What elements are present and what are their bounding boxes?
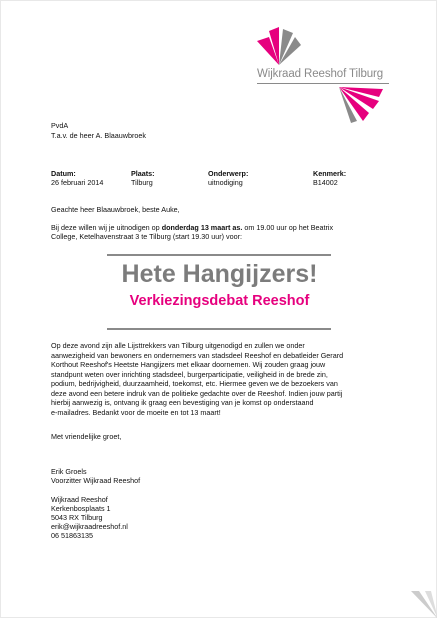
- pinwheel-logo-lower-icon: [339, 87, 383, 123]
- corner-logo-icon: [399, 591, 437, 619]
- body-line: Korthout Reeshof's Heetste Hangijzers met elkaar doornemen. Wij zouden graag jouw: [51, 360, 326, 369]
- recipient-line-2: T.a.v. de heer A. Blaauwbroek: [51, 131, 146, 140]
- intro-line-2: College, Ketelhavenstraat 3 te Tilburg (start 19.30 uur) voor:: [51, 232, 242, 241]
- signature-name: Erik Groels: [51, 467, 87, 476]
- intro-date: donderdag 13 maart as.: [161, 223, 243, 232]
- body-line: hierbij aanwezig is, ontvang ik graag een bevestiging van je komst op onderstaand: [51, 398, 314, 407]
- intro-text-1: Bij deze willen wij je uitnodigen op: [51, 223, 162, 232]
- datum-value: 26 februari 2014: [51, 178, 104, 187]
- banner-top-rule: [107, 254, 331, 256]
- onderwerp-value: uitnodiging: [208, 178, 243, 187]
- plaats-value: Tilburg: [131, 178, 153, 187]
- closing: Met vriendelijke groet,: [51, 432, 122, 441]
- body-paragraph: [51, 341, 391, 417]
- kenmerk-value: B14002: [313, 178, 338, 187]
- body-line: Op deze avond zijn alle Lijsttrekkers van Tilburg uitgenodigd en zullen we onder: [51, 341, 305, 350]
- kenmerk-label: Kenmerk:: [313, 169, 347, 178]
- address-phone: 06 51863135: [51, 531, 93, 540]
- address-email: erik@wijkraadreeshof.nl: [51, 522, 128, 531]
- pinwheel-logo-icon: [257, 27, 301, 65]
- banner-subtitle: Verkiezingsdebat Reeshof: [129, 293, 310, 309]
- intro-text-2: om 19.00 uur op het Beatrix: [242, 223, 334, 232]
- address-city: 5043 RX Tilburg: [51, 513, 103, 522]
- address-org: Wijkraad Reeshof: [51, 495, 108, 504]
- banner-title: Hete Hangijzers!: [121, 260, 318, 288]
- recipient-line-1: PvdA: [51, 121, 69, 130]
- logo-underline: [257, 83, 389, 84]
- body-line: deze avond een betere indruk van de politieke gedachte over de Reeshof. Indien jouw partij: [51, 388, 343, 398]
- banner-bottom-rule: [107, 328, 331, 330]
- body-line: standpunt weten over inrichting stadsdeel, burgerparticipatie, veiligheid in de brede zin,: [51, 369, 328, 379]
- body-line: aanwezigheid van bewoners en ondernemers van stadsdeel Reeshof en debatleider Gerard: [51, 350, 344, 360]
- greeting: Geachte heer Blaauwbroek, beste Auke,: [51, 205, 180, 214]
- intro-line-1: [51, 223, 333, 232]
- body-line: podium, bedrijvigheid, duurzaamheid, toekomst, etc. Hiermee geven we de bezoekers van: [51, 379, 338, 388]
- body-line: e-mailadres. Bedankt voor de moeite en tot 13 maart!: [51, 407, 221, 417]
- address-street: Kerkenbosplaats 1: [51, 504, 111, 513]
- signature-title: Voorzitter Wijkraad Reeshof: [51, 476, 141, 485]
- logo-text: Wijkraad Reeshof Tilburg: [257, 68, 384, 80]
- plaats-label: Plaats:: [131, 169, 155, 178]
- onderwerp-label: Onderwerp:: [208, 169, 249, 178]
- datum-label: Datum:: [51, 169, 76, 178]
